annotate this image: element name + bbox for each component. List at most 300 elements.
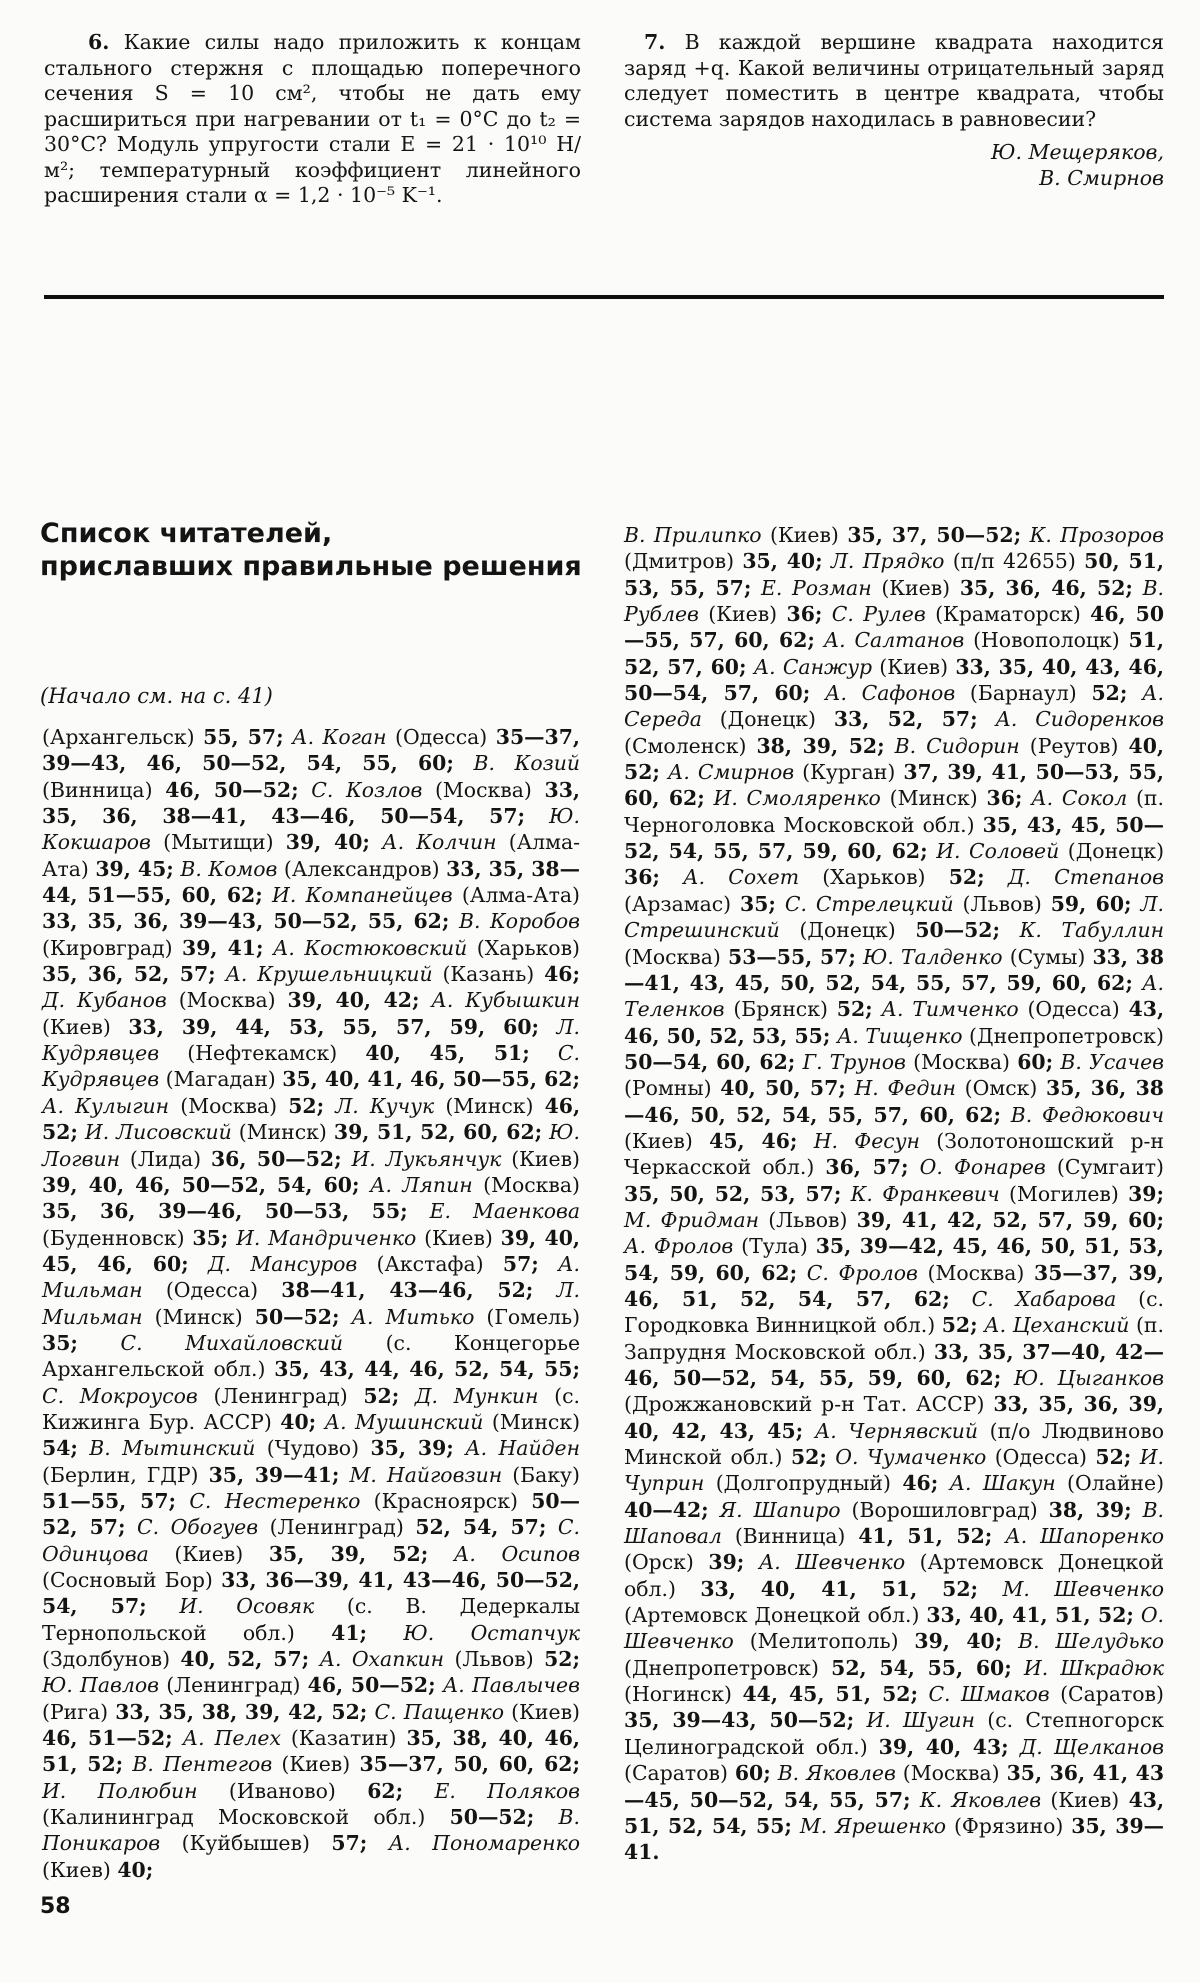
problem-number: 7. bbox=[644, 30, 666, 54]
reader-solutions: 33, 52, 57; bbox=[833, 707, 978, 732]
reader-city: (Киев) bbox=[511, 1146, 581, 1171]
reader-city: (Реутов) bbox=[1029, 733, 1119, 758]
reader-city: (п. Запрудня Московской обл.) bbox=[624, 1313, 1164, 1364]
reader-city: (Минск) bbox=[889, 786, 978, 811]
problem-authors bbox=[624, 140, 1164, 191]
reader-solutions: 46; bbox=[544, 962, 580, 987]
reader-city: (Одесса) bbox=[165, 1278, 259, 1303]
reader-solutions: 35, 36, 38—46, 50, 52, 54, 55, 57, 60, 62; bbox=[624, 1076, 1164, 1127]
reader-name: Л. Кудрявцев bbox=[42, 1014, 581, 1066]
reader-city: (Долгопрудный) bbox=[715, 1471, 891, 1496]
reader-name: В. Прилипко bbox=[624, 523, 762, 547]
reader-city: (Винница) bbox=[42, 777, 153, 802]
reader-solutions: 46; bbox=[902, 1471, 939, 1496]
problem-6 bbox=[44, 30, 581, 209]
reader-city: (с. В. Дедеркалы Тернопольской обл.) bbox=[42, 1594, 580, 1645]
reader-name: В. Усачев bbox=[1060, 1049, 1165, 1074]
reader-name: А. Шакун bbox=[949, 1471, 1056, 1496]
reader-name: А. Сохет bbox=[683, 865, 800, 890]
reader-city: (Киев) bbox=[624, 1128, 693, 1153]
reader-name: А. Охапкин bbox=[319, 1647, 445, 1672]
reader-name: В. Федюкович bbox=[1010, 1102, 1164, 1127]
reader-solutions: 50—52; bbox=[449, 1805, 535, 1830]
reader-name: С. Фролов bbox=[806, 1260, 918, 1285]
reader-solutions: 35—37, 39—43, 46, 50—52, 54, 55, 60; bbox=[42, 725, 580, 776]
reader-city: (Сумгаит) bbox=[1056, 1155, 1164, 1180]
problem-number: 6. bbox=[88, 30, 110, 54]
reader-name: Д. Степанов bbox=[1007, 865, 1165, 890]
reader-city: (Киев) bbox=[42, 1857, 111, 1882]
reader-city: (Киев) bbox=[1050, 1787, 1120, 1812]
reader-city: (Киев) bbox=[770, 523, 839, 547]
reader-entry bbox=[137, 1515, 558, 1539]
reader-solutions: 35, 36, 41, 43—45, 50—52, 54, 55, 57; bbox=[624, 1761, 1165, 1812]
reader-city: (Минск) bbox=[238, 1120, 327, 1145]
reader-solutions: 33, 40, 41, 51, 52; bbox=[700, 1576, 979, 1601]
reader-city: (Киев) bbox=[708, 602, 778, 627]
reader-name: К. Яковлев bbox=[919, 1787, 1042, 1812]
reader-city: (Львов) bbox=[454, 1647, 534, 1672]
reader-entry bbox=[624, 1208, 1164, 1232]
reader-city: (Ленинград) bbox=[166, 1673, 301, 1698]
reader-solutions: 35, 36, 39—46, 50—53, 55; bbox=[42, 1199, 408, 1224]
reader-solutions: 50—52; bbox=[254, 1304, 340, 1329]
reader-name: А. Осипов bbox=[453, 1541, 580, 1566]
reader-city: (Омск) bbox=[964, 1076, 1038, 1101]
reader-name: С. Одинцова bbox=[42, 1515, 580, 1566]
reader-solutions: 38, 39; bbox=[1048, 1497, 1132, 1522]
reader-solutions: 54; bbox=[42, 1436, 78, 1461]
reader-name: Ю. Логвин bbox=[42, 1120, 580, 1171]
reader-solutions: 46, 50—52; bbox=[307, 1673, 436, 1698]
reader-city: (Минск) bbox=[154, 1304, 243, 1329]
reader-city: (Алма-Ата) bbox=[42, 830, 581, 881]
reader-city: (Донецк) bbox=[719, 707, 816, 732]
reader-name: В. Коробов bbox=[458, 909, 580, 934]
reader-solutions: 33, 35, 36, 38—41, 43—46, 50—54, 57; bbox=[42, 777, 580, 829]
reader-city: (Архангельск) bbox=[42, 725, 195, 749]
reader-city: (Сосновый Бор) bbox=[42, 1568, 213, 1592]
reader-city: (Саратов) bbox=[1060, 1682, 1164, 1707]
reader-name: М. Найговзин bbox=[349, 1462, 503, 1487]
reader-city: (Саратов) bbox=[624, 1761, 728, 1786]
reader-name: Ю. Кокшаров bbox=[42, 804, 580, 855]
reader-name: Л. Стрешинский bbox=[624, 891, 1164, 943]
reader-name: Е. Поляков bbox=[434, 1778, 580, 1803]
reader-solutions: 39, 41, 42, 52, 57, 59, 60; bbox=[856, 1207, 1164, 1232]
reader-solutions: 57; bbox=[331, 1831, 368, 1856]
reader-city: (Алма-Ата) bbox=[461, 883, 581, 908]
reader-solutions: 35, 43, 45, 50—52, 54, 55, 57, 59, 60, 62; bbox=[624, 812, 1165, 864]
reader-name: В. Шаповал bbox=[624, 1497, 1165, 1549]
reader-name: К. Прозоров bbox=[1029, 523, 1164, 547]
reader-name: Я. Шапиро bbox=[719, 1497, 841, 1522]
reader-name: Г. Трунов bbox=[802, 1049, 906, 1074]
reader-entry bbox=[624, 523, 1030, 547]
reader-name: А. Шевченко bbox=[758, 1550, 906, 1575]
reader-solutions: 46, 50—55, 57, 60, 62; bbox=[624, 602, 1165, 653]
reader-solutions: 52, 54, 55, 60; bbox=[831, 1655, 1012, 1680]
reader-name: А. Пономаренко bbox=[388, 1831, 580, 1856]
reader-city: (Львов) bbox=[768, 1207, 848, 1232]
reader-city: (Гомель) bbox=[486, 1304, 581, 1329]
reader-city: (Кировград) bbox=[42, 935, 173, 960]
reader-name: С. Обогуев bbox=[137, 1515, 259, 1540]
reader-name: Л. Мильман bbox=[42, 1278, 581, 1329]
reader-city: (Киев) bbox=[881, 575, 951, 600]
reader-solutions: 50, 51, 53, 55, 57; bbox=[624, 549, 1164, 600]
problem-text: Какие силы надо приложить к концам стального стержня с площадью поперечного сечения S = 10 см², чтобы не дать ему расшириться при нагревании от t₁ = 0°C до t₂ = 30°C? Модуль упругости стали E = 21 · 10¹⁰ Н/м²; температурный коэффициент линейного расширения стали α = 1,2 · 10⁻⁵ K⁻¹. bbox=[44, 30, 581, 207]
reader-solutions: 52; bbox=[1091, 681, 1128, 706]
reader-city: (Тула) bbox=[741, 1234, 808, 1259]
reader-city: (Москва) bbox=[902, 1761, 1000, 1786]
reader-city: (п/п 42655) bbox=[952, 549, 1076, 574]
reader-city: (Арзамас) bbox=[624, 891, 732, 916]
page-number: 58 bbox=[40, 1894, 71, 1919]
reader-name: Ю. Цыганков bbox=[1013, 1366, 1164, 1390]
reader-solutions: 44, 45, 51, 52; bbox=[742, 1682, 918, 1707]
reader-solutions: 35, 39, 52; bbox=[268, 1541, 429, 1566]
reader-solutions: 37, 39, 41, 50—53, 55, 60, 62; bbox=[624, 760, 1164, 811]
reader-name: С. Рулев bbox=[831, 602, 926, 627]
reader-city: (Москва) bbox=[483, 1172, 580, 1197]
reader-city: (Одесса) bbox=[994, 1445, 1087, 1470]
reader-solutions: 38—41, 43—46, 52; bbox=[281, 1278, 534, 1303]
reader-name: И. Смоляренко bbox=[713, 786, 881, 811]
reader-city: (Днепропетровск) bbox=[969, 1023, 1165, 1048]
reader-name: Д. Мункин bbox=[414, 1383, 539, 1408]
reader-city: (Киев) bbox=[174, 1541, 244, 1566]
reader-solutions: 52, 54, 57; bbox=[415, 1515, 547, 1540]
reader-entry bbox=[761, 576, 1143, 600]
reader-solutions: 35; bbox=[740, 891, 776, 916]
reader-city: (Ворошиловград) bbox=[851, 1497, 1038, 1522]
reader-city: (Киев) bbox=[281, 1752, 351, 1777]
reader-city: (Одесса) bbox=[1027, 997, 1120, 1022]
reader-solutions: 52; bbox=[948, 865, 985, 890]
reader-city: (Красноярск) bbox=[373, 1488, 518, 1513]
reader-name: Е. Маенкова bbox=[429, 1199, 581, 1224]
reader-solutions: 39, 51, 52, 60, 62; bbox=[333, 1120, 543, 1145]
reader-city: (с. Городковка Винницкой обл.) bbox=[624, 1286, 1164, 1338]
reader-solutions: 53—55, 57; bbox=[728, 944, 856, 969]
reader-list-column-left bbox=[42, 724, 580, 1883]
reader-city: (Киев) bbox=[42, 1014, 111, 1039]
reader-name: С. Шмаков bbox=[928, 1682, 1050, 1707]
reader-name: О. Фонарев bbox=[919, 1155, 1046, 1180]
reader-entry bbox=[785, 892, 1141, 916]
reader-name: И. Чуприн bbox=[624, 1445, 1165, 1496]
reader-city: (п/о Людвиново Минской обл.) bbox=[624, 1418, 1165, 1470]
reader-solutions: 40, 52, 57; bbox=[180, 1647, 310, 1672]
reader-solutions: 39, 40, 46, 50—52, 54, 60; bbox=[42, 1172, 360, 1197]
reader-solutions: 45, 46; bbox=[709, 1128, 798, 1153]
reader-city: (Минск) bbox=[491, 1409, 581, 1434]
reader-entry bbox=[225, 962, 580, 986]
reader-city: (Киев) bbox=[511, 1699, 581, 1724]
reader-entry bbox=[720, 1498, 1143, 1522]
reader-solutions: 33, 35, 37—40, 42—46, 50—52, 54, 55, 59, 60, 62; bbox=[624, 1339, 1164, 1390]
reader-name: И. Шугин bbox=[866, 1708, 975, 1733]
reader-city: (Иваново) bbox=[228, 1778, 336, 1803]
reader-name: Ю. Остапчук bbox=[403, 1620, 581, 1645]
reader-name: И. Лукьянчук bbox=[351, 1146, 502, 1171]
reader-entry bbox=[851, 1182, 1164, 1206]
reader-solutions: 36; bbox=[624, 865, 660, 890]
reader-name: С. Козлов bbox=[311, 777, 423, 802]
reader-city: (Берлин, ГДР) bbox=[42, 1462, 199, 1487]
reader-name: А. Мильман bbox=[42, 1251, 581, 1303]
author: Ю. Мещеряков, bbox=[991, 140, 1164, 164]
reader-name: И. Лисовский bbox=[84, 1120, 232, 1145]
reader-city: (Ленинград) bbox=[269, 1515, 404, 1540]
reader-solutions: 52; bbox=[1095, 1445, 1132, 1470]
reader-city: (Олайне) bbox=[1067, 1471, 1165, 1496]
reader-entry bbox=[803, 1050, 1061, 1074]
reader-city: (Могилев) bbox=[1008, 1181, 1119, 1206]
reader-solutions: 50—54, 60, 62; bbox=[624, 1049, 796, 1074]
reader-entry bbox=[89, 1436, 465, 1460]
reader-name: А. Тимченко bbox=[881, 997, 1019, 1022]
reader-solutions: 35, 39—43, 50—52; bbox=[624, 1708, 855, 1733]
reader-name: А. Сафонов bbox=[825, 681, 956, 706]
reader-solutions: 39; bbox=[708, 1550, 745, 1575]
reader-solutions: 59, 60; bbox=[1050, 891, 1132, 916]
reader-city: (Дрожжановский р-н Тат. АССР) bbox=[624, 1392, 985, 1417]
reader-solutions: 51—55, 57; bbox=[42, 1488, 177, 1513]
reader-city: (Барнаул) bbox=[969, 681, 1077, 706]
section-title-line-2: приславших правильные решения bbox=[40, 551, 582, 582]
reader-city: (Артемовск Донецкой обл.) bbox=[624, 1550, 1164, 1601]
reader-name: С. Михайловский bbox=[120, 1330, 343, 1355]
reader-city: (Буденновск) bbox=[42, 1225, 185, 1250]
reader-city: (Казань) bbox=[442, 962, 535, 987]
reader-solutions: 40, 50, 57; bbox=[720, 1076, 846, 1101]
reader-entry bbox=[42, 1384, 415, 1408]
section-title-line-1: Список читателей, bbox=[40, 518, 333, 549]
reader-name: А. Ляпин bbox=[370, 1172, 473, 1197]
reader-solutions: 35, 40, 41, 46, 50—55, 62; bbox=[282, 1067, 581, 1092]
reader-solutions: 52; bbox=[288, 1093, 325, 1118]
reader-city: (п. Черноголовка Московской обл.) bbox=[624, 786, 1164, 837]
reader-city: (с. Степногорск Целиноградской обл.) bbox=[624, 1708, 1164, 1759]
reader-name: А. Сидоренков bbox=[995, 707, 1165, 732]
reader-name: С. Хабарова bbox=[971, 1286, 1117, 1311]
reader-name: Л. Кучук bbox=[335, 1093, 435, 1118]
reader-city: (Калининград Московской обл.) bbox=[42, 1805, 426, 1830]
reader-solutions: 39, 40, 42; bbox=[287, 988, 420, 1013]
reader-entry bbox=[714, 786, 1032, 810]
reader-entry bbox=[42, 725, 292, 749]
reader-name: И. Осовяк bbox=[179, 1594, 315, 1619]
reader-city: (Москва) bbox=[180, 1093, 278, 1118]
reader-city: (Ногинск) bbox=[624, 1682, 732, 1707]
reader-solutions: 33, 36—39, 41, 43—46, 50—52, 54, 57; bbox=[42, 1568, 581, 1619]
reader-name: И. Соловей bbox=[936, 839, 1060, 864]
reader-city: (Ленинград) bbox=[213, 1383, 348, 1408]
reader-name: А. Фролов bbox=[624, 1234, 734, 1259]
reader-solutions: 52; bbox=[941, 1313, 978, 1338]
reader-solutions: 35; bbox=[192, 1225, 229, 1250]
reader-name: А. Сокол bbox=[1031, 786, 1128, 811]
reader-city: (Киев) bbox=[879, 654, 949, 679]
reader-name: С. Пащенко bbox=[374, 1699, 505, 1724]
reader-name: Н. Фесун bbox=[813, 1128, 920, 1153]
reader-name: М. Шевченко bbox=[1002, 1576, 1165, 1601]
reader-name: Д. Кубанов bbox=[42, 988, 167, 1013]
reader-solutions: 60; bbox=[734, 1761, 771, 1786]
reader-name: А. Салтанов bbox=[823, 628, 965, 653]
reader-name: К. Франкевич bbox=[850, 1181, 1000, 1206]
reader-name: С. Стрелецкий bbox=[784, 891, 954, 916]
reader-name: С. Нестеренко bbox=[189, 1488, 361, 1513]
reader-solutions: 52; bbox=[544, 1647, 580, 1672]
reader-solutions: 41; bbox=[331, 1620, 368, 1645]
reader-solutions: 52; bbox=[790, 1445, 827, 1470]
reader-entry bbox=[835, 1445, 1139, 1469]
reader-name: А. Пелех bbox=[182, 1726, 281, 1751]
reader-solutions: 33, 35, 38—44, 51—55, 60, 62; bbox=[42, 856, 581, 908]
reader-solutions: 35; bbox=[42, 1330, 78, 1355]
reader-city: (Москва) bbox=[927, 1260, 1025, 1285]
reader-city: (Киев) bbox=[424, 1225, 493, 1250]
reader-name: А. Чернявский bbox=[814, 1418, 978, 1443]
reader-name: С. Кудрявцев bbox=[42, 1041, 580, 1092]
reader-solutions: 33, 35, 36, 39—43, 50—52, 55, 62; bbox=[42, 909, 450, 934]
reader-name: В. Поникаров bbox=[42, 1805, 581, 1856]
reader-city: (Сумы) bbox=[1009, 944, 1086, 969]
reader-entry bbox=[825, 681, 1142, 705]
reader-city: (Мелитополь) bbox=[749, 1629, 899, 1654]
reader-city: (Рига) bbox=[42, 1699, 109, 1724]
reader-city: (Здолбунов) bbox=[42, 1647, 171, 1672]
reader-city: (Мытищи) bbox=[163, 830, 274, 855]
reader-name: А. Найден bbox=[465, 1436, 581, 1461]
reader-name: А. Коган bbox=[292, 725, 387, 749]
reader-city: (Баку) bbox=[512, 1462, 581, 1487]
reader-name: И. Шкрадюк bbox=[1023, 1655, 1165, 1680]
reader-city: (Артемовск Донецкой обл.) bbox=[624, 1603, 920, 1628]
reader-name: В. Рублев bbox=[624, 575, 1165, 627]
reader-solutions: 60; bbox=[1017, 1049, 1054, 1074]
reader-solutions: 35, 36, 52, 57; bbox=[42, 962, 216, 987]
reader-city: (Донецк) bbox=[1067, 839, 1165, 864]
reader-entry bbox=[42, 1094, 335, 1118]
reader-solutions: 50—52; bbox=[915, 918, 1000, 943]
reader-city: (Орск) bbox=[624, 1550, 694, 1575]
reader-solutions: 35, 39; bbox=[370, 1436, 454, 1461]
reader-city: (Чудово) bbox=[266, 1436, 360, 1461]
reader-name: В. Комов bbox=[180, 856, 278, 881]
reader-entry bbox=[208, 1252, 558, 1276]
reader-entry bbox=[132, 1752, 580, 1776]
reader-name: Ю. Талденко bbox=[863, 944, 1003, 969]
reader-solutions: 35—37, 39, 46, 51, 52, 54, 57, 62; bbox=[624, 1260, 1164, 1311]
reader-solutions: 36, 50—52; bbox=[210, 1146, 342, 1171]
reader-solutions: 33, 35, 40, 43, 46, 50—54, 57, 60; bbox=[624, 654, 1164, 706]
reader-solutions: 39, 40; bbox=[285, 830, 370, 855]
reader-solutions: 39, 40, 45, 46, 60; bbox=[42, 1225, 580, 1276]
reader-entry bbox=[42, 1673, 443, 1697]
reader-city: (с. Концегорье Архангельской обл.) bbox=[42, 1330, 581, 1382]
reader-name: Н. Федин bbox=[854, 1076, 956, 1101]
reader-name: А. Теленков bbox=[624, 970, 1164, 1022]
reader-name: И. Мандриченко bbox=[236, 1225, 417, 1250]
reader-name: А. Колчин bbox=[382, 830, 497, 855]
reader-name: И. Компанейцев bbox=[272, 883, 453, 908]
reader-city: (Казатин) bbox=[290, 1726, 397, 1751]
reader-solutions: 36; bbox=[986, 786, 1023, 811]
reader-name: В. Сидорин bbox=[894, 733, 1020, 758]
reader-name: А. Середа bbox=[624, 681, 1165, 732]
reader-solutions: 35, 43, 44, 46, 52, 54, 55; bbox=[274, 1357, 581, 1382]
reader-city: (Смоленск) bbox=[624, 733, 747, 758]
reader-name: А. Костюковский bbox=[272, 935, 468, 960]
reader-solutions: 43, 51, 52, 54, 55; bbox=[624, 1787, 1165, 1838]
reader-city: (Курган) bbox=[802, 760, 896, 785]
reader-city: (Москва) bbox=[913, 1049, 1010, 1074]
reader-city: (Акстафа) bbox=[376, 1251, 484, 1276]
reader-city: (Краматорск) bbox=[935, 602, 1081, 627]
reader-solutions: 40, 45, 51; bbox=[365, 1041, 530, 1066]
reader-entry bbox=[42, 988, 431, 1012]
reader-solutions: 36, 57; bbox=[825, 1155, 909, 1180]
reader-list-column-right bbox=[624, 522, 1164, 1866]
reader-solutions: 50—52, 57; bbox=[42, 1488, 580, 1540]
reader-solutions: 39; bbox=[1128, 1181, 1165, 1206]
reader-name: В. Яковлев bbox=[777, 1761, 896, 1786]
reader-solutions: 57; bbox=[502, 1251, 539, 1276]
reader-solutions: 35, 39—41. bbox=[624, 1813, 1165, 1865]
reader-city: (Харьков) bbox=[822, 865, 926, 890]
reader-solutions: 38, 39, 52; bbox=[756, 733, 885, 758]
reader-solutions: 55, 57; bbox=[203, 725, 284, 749]
reader-solutions: 52; bbox=[836, 997, 873, 1022]
reader-solutions: 33, 39, 44, 53, 55, 57, 59, 60; bbox=[128, 1014, 540, 1039]
reader-name: А. Шапоренко bbox=[1005, 1524, 1165, 1549]
reader-name: Л. Прядко bbox=[830, 549, 945, 574]
reader-city: (Львов) bbox=[962, 891, 1042, 916]
reader-name: А. Митько bbox=[351, 1304, 475, 1329]
reader-name: В. Козий bbox=[473, 751, 580, 776]
reader-solutions: 39, 40; bbox=[914, 1629, 1003, 1654]
problem-7 bbox=[624, 30, 1164, 191]
reader-solutions: 33, 40, 41, 51, 52; bbox=[926, 1603, 1134, 1628]
reader-solutions: 35, 39—41; bbox=[208, 1462, 340, 1487]
reader-city: (Одесса) bbox=[395, 725, 488, 749]
reader-city: (Донецк) bbox=[799, 918, 896, 943]
reader-name: М. Фридман bbox=[624, 1207, 760, 1232]
reader-name: А. Цеханский bbox=[984, 1313, 1130, 1338]
reader-name: А. Кулыгин bbox=[42, 1093, 170, 1118]
reader-city: (с. Кижинга Бур. АССР) bbox=[42, 1383, 580, 1434]
reader-solutions: 39, 40, 43; bbox=[878, 1734, 1009, 1759]
reader-city: (Куйбышев) bbox=[181, 1831, 310, 1856]
reader-solutions: 33, 38—41, 43, 45, 50, 52, 54, 55, 57, 59, 60, 62; bbox=[624, 944, 1165, 995]
reader-solutions: 52; bbox=[363, 1383, 400, 1408]
reader-name: В. Шелудько bbox=[1018, 1629, 1165, 1654]
reader-name: А. Кубышкин bbox=[431, 988, 580, 1013]
reader-entry bbox=[320, 1647, 580, 1671]
reader-name: В. Пентегов bbox=[132, 1752, 273, 1777]
reader-city: (Москва) bbox=[434, 777, 532, 802]
section-header bbox=[40, 517, 600, 583]
reader-city: (Дмитров) bbox=[624, 549, 735, 574]
reader-name: А. Санжур bbox=[753, 654, 873, 679]
reader-name: А. Мушинский bbox=[324, 1409, 484, 1434]
problem-text: В каждой вершине квадрата находится заряд +q. Какой величины отрицательный заряд следует поместить в центре квадрата, чтобы система зарядов находилась в равновесии? bbox=[624, 30, 1164, 131]
reader-city: (Новополоцк) bbox=[973, 628, 1120, 653]
